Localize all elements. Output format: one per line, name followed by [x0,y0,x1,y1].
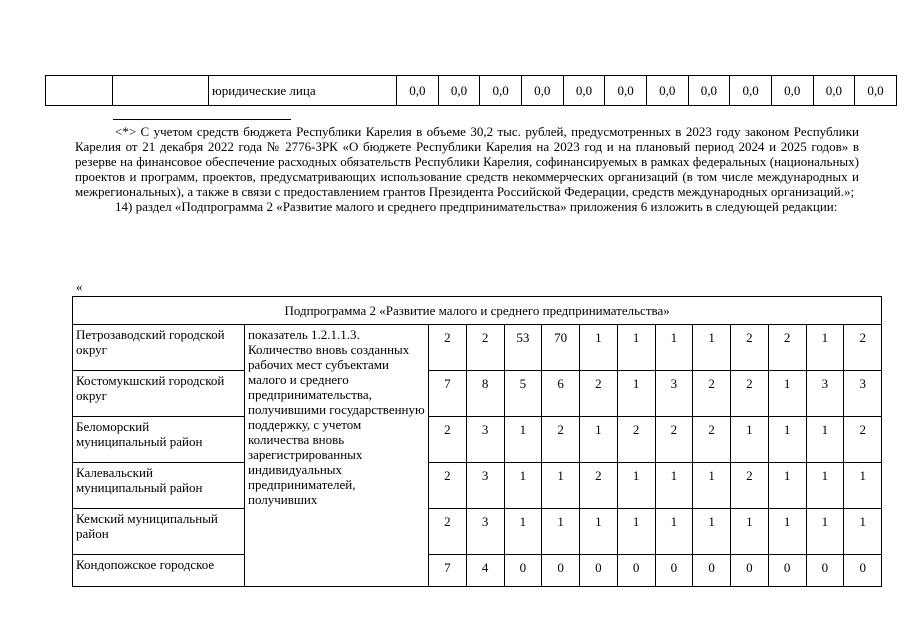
value-cell: 1 [768,509,806,555]
value-cell: 0 [768,555,806,587]
value-cell: 0,0 [397,76,439,106]
empty-cell [46,76,113,106]
value-cell: 1 [844,509,882,555]
value-cell: 1 [768,417,806,463]
value-cell: 2 [731,325,769,371]
value-cell: 0 [617,555,655,587]
table-row [73,463,882,509]
value-cell: 2 [768,325,806,371]
value-cell: 2 [731,463,769,509]
municipality-cell: Калевальский муниципальный район [73,463,245,509]
value-cell: 1 [580,417,618,463]
value-cell: 0,0 [730,76,772,106]
indicator-cell: показатель 1.2.1.1.3. Количество вновь созданных рабочих мест субъектами малого и среднего предпринимательства, получившими государственную поддержку, с учетом количества вновь зарегистрированных индивидуальных предпринимателей, получивших [245,325,429,587]
value-cell: 1 [693,463,731,509]
value-cell: 3 [466,417,504,463]
table-row [73,509,882,555]
value-cell: 0 [806,555,844,587]
value-cell: 1 [655,325,693,371]
footnote-paragraph: <*> С учетом средств бюджета Республики Карелия в объеме 30,2 тыс. рублей, предусмотренных в 2023 году законом Республики Карелия от 21 декабря 2022 года № 2776-ЗРК «О бюджете Республики Карелия на 2023 год и на плановый период 2024 и 2025 годов» в резерве на финансовое обеспечение расходных обязательств Республики Карелия, софинансируемых в рамках федеральных (национальных) проектов и программ, проектов, предусматривающих использование средств некоммерческих организаций (в том числе международных и межрегиональных), а также в связи с предоставлением грантов Президента Российской Федерации, средств международных организаций.»; [75,124,859,199]
value-cell: 1 [542,509,580,555]
subprogram-table [72,296,882,587]
value-cell: 1 [617,371,655,417]
value-cell: 2 [617,417,655,463]
value-cell: 2 [844,417,882,463]
value-cell: 2 [429,417,467,463]
value-cell: 2 [429,463,467,509]
table-row [73,555,882,587]
value-cell: 1 [806,417,844,463]
value-cell: 8 [466,371,504,417]
value-cell: 1 [617,325,655,371]
value-cell: 3 [806,371,844,417]
value-cell: 53 [504,325,542,371]
value-cell: 6 [542,371,580,417]
value-cell: 0 [504,555,542,587]
value-cell: 0 [844,555,882,587]
value-cell: 1 [768,463,806,509]
value-cell: 7 [429,371,467,417]
table-title: Подпрограмма 2 «Развитие малого и среднего предпринимательства» [73,297,882,325]
value-cell: 0,0 [813,76,855,106]
value-cell: 70 [542,325,580,371]
footnote-divider [113,119,291,120]
value-cell: 1 [655,463,693,509]
table-row [46,76,897,106]
value-cell: 2 [693,417,731,463]
value-cell: 0 [693,555,731,587]
value-cell: 0,0 [855,76,897,106]
value-cell: 1 [504,463,542,509]
body-text [75,124,859,214]
value-cell: 0,0 [688,76,730,106]
value-cell: 2 [580,371,618,417]
value-cell: 7 [429,555,467,587]
municipality-cell: Костомукшский городской округ [73,371,245,417]
value-cell: 0,0 [563,76,605,106]
value-cell: 1 [542,463,580,509]
value-cell: 2 [429,509,467,555]
value-cell: 0 [655,555,693,587]
value-cell: 2 [542,417,580,463]
value-cell: 2 [429,325,467,371]
value-cell: 0 [731,555,769,587]
value-cell: 5 [504,371,542,417]
value-cell: 2 [580,463,618,509]
value-cell: 1 [504,509,542,555]
value-cell: 1 [617,463,655,509]
table-row [73,325,882,371]
value-cell: 4 [466,555,504,587]
value-cell: 0,0 [605,76,647,106]
value-cell: 2 [655,417,693,463]
value-cell: 1 [768,371,806,417]
opening-quote: « [76,279,83,294]
value-cell: 1 [731,509,769,555]
municipality-cell: Беломорский муниципальный район [73,417,245,463]
table-title-row [73,297,882,325]
value-cell: 0,0 [480,76,522,106]
value-cell: 3 [466,509,504,555]
value-cell: 1 [844,463,882,509]
value-cell: 1 [655,509,693,555]
value-cell: 1 [693,509,731,555]
value-cell: 0 [542,555,580,587]
value-cell: 1 [693,325,731,371]
value-cell: 1 [580,325,618,371]
value-cell: 3 [655,371,693,417]
value-cell: 1 [617,509,655,555]
value-cell: 1 [806,509,844,555]
empty-cell [113,76,209,106]
value-cell: 0,0 [521,76,563,106]
value-cell: 0,0 [771,76,813,106]
municipality-cell: Петрозаводский городской округ [73,325,245,371]
value-cell: 0,0 [646,76,688,106]
value-cell: 1 [504,417,542,463]
value-cell: 2 [844,325,882,371]
value-cell: 2 [693,371,731,417]
top-table [45,75,897,106]
value-cell: 2 [731,371,769,417]
value-cell: 1 [731,417,769,463]
value-cell: 2 [466,325,504,371]
value-cell: 1 [806,325,844,371]
municipality-cell: Кемский муниципальный район [73,509,245,555]
section-paragraph: 14) раздел «Подпрограмма 2 «Развитие малого и среднего предпринимательства» приложения 6 изложить в следующей редакции: [115,199,838,214]
value-cell: 0,0 [438,76,480,106]
value-cell: 1 [580,509,618,555]
value-cell: 3 [466,463,504,509]
value-cell: 0 [580,555,618,587]
table-row [73,417,882,463]
municipality-cell: Кондопожское городское [73,555,245,587]
value-cell: 3 [844,371,882,417]
row-label: юридические лица [209,76,397,106]
table-row [73,371,882,417]
value-cell: 1 [806,463,844,509]
